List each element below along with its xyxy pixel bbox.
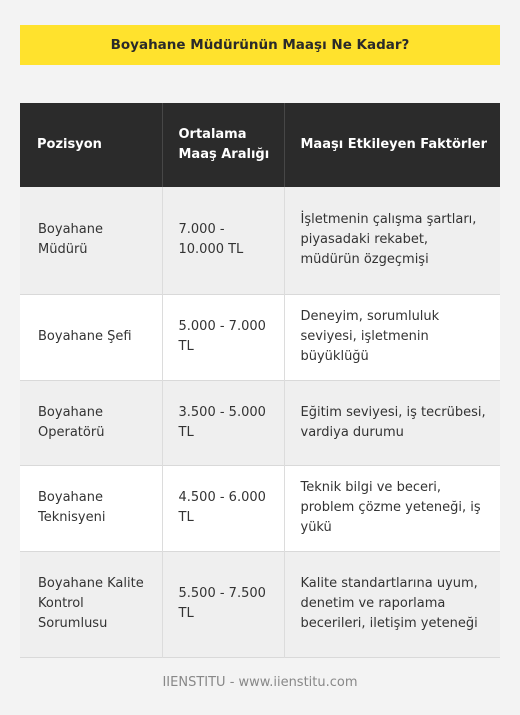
page-title: Boyahane Müdürünün Maaşı Ne Kadar? [110,37,410,53]
salary-table [20,103,500,658]
salary-cell: 5.000 - 7.000 TL [162,294,284,380]
factors-cell: Kalite standartlarına uyum, denetim ve raporlama becerileri, iletişim yeteneği [284,551,500,657]
table-header-row [20,103,500,187]
position-cell: Boyahane Kalite Kontrol Sorumlusu [38,576,144,631]
title-banner [20,25,500,65]
position-cell: Boyahane Şefi [38,329,132,344]
salary-cell: 7.000 - 10.000 TL [162,187,284,294]
position-cell: Boyahane Operatörü [38,404,105,440]
position-cell: Boyahane Teknisyeni [38,490,106,525]
factors-cell: Eğitim seviyesi, iş tecrübesi, vardiya durumu [284,380,500,465]
table-row [20,380,500,465]
table-row [20,465,500,551]
column-header-position: Pozisyon [37,137,102,152]
salary-cell: 3.500 - 5.000 TL [162,380,284,465]
factors-cell: Teknik bilgi ve beceri, problem çözme yeteneği, iş yükü [284,465,500,551]
position-cell: Boyahane Müdürü [38,222,103,258]
salary-cell: 4.500 - 6.000 TL [162,465,284,551]
column-header-factors: Maaşı Etkileyen Faktörler [284,103,500,187]
factors-cell: Deneyim, sorumluluk seviyesi, işletmenin büyüklüğü [284,294,500,380]
footer-credit: IIENSTITU - www.iienstitu.com [162,675,358,690]
table-row [20,294,500,380]
column-header-salary: Ortalama Maaş Aralığı [162,103,284,187]
factors-cell: İşletmenin çalışma şartları, piyasadaki rekabet, müdürün özgeçmişi [284,187,500,294]
table-row [20,551,500,657]
table-row [20,187,500,294]
salary-cell: 5.500 - 7.500 TL [162,551,284,657]
